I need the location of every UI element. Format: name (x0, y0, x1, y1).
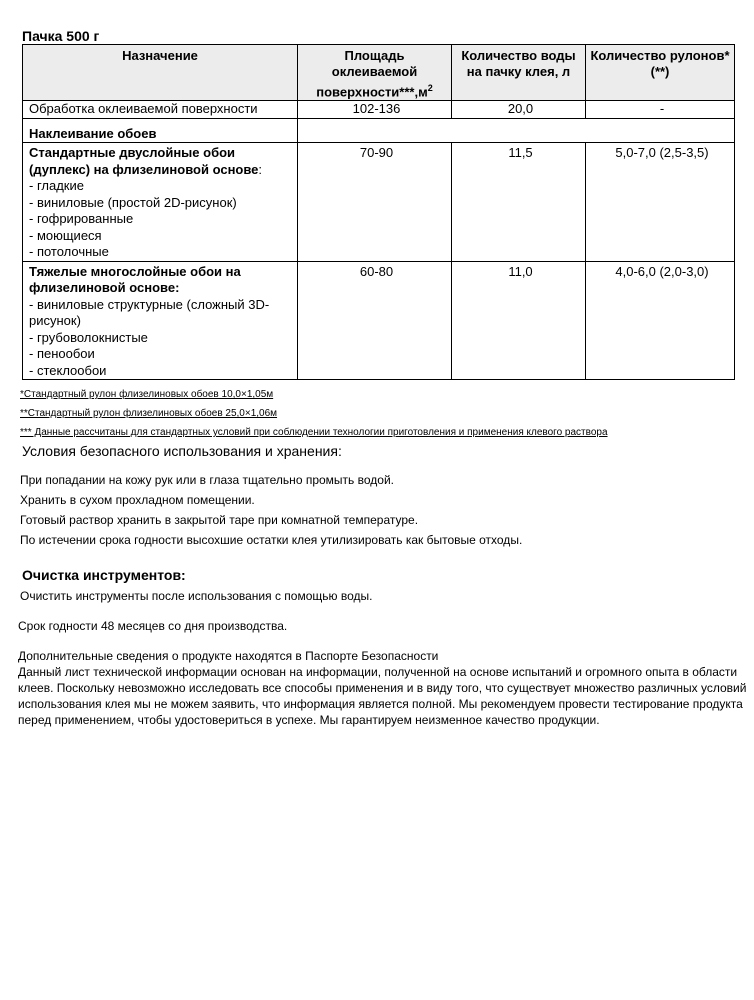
footnote: *Стандартный рулон флизелиновых обоев 10,0×1,05м (20, 389, 274, 400)
footnote: **Стандартный рулон флизелиновых обоев 25,0×1,06м (20, 408, 278, 419)
row-standard-desc (23, 143, 298, 262)
header-area (298, 45, 452, 101)
row-heavy-desc (23, 261, 298, 380)
list-item: - стеклообои (29, 362, 107, 378)
additional-body: Данный лист технической информации основан на информации, полученной на основе испытаний и огромного опыта в области клеев. Поскольку невозможно исследовать все способы применения и в виду того, что существует множество различных условий использования клея мы не можем заявить, что информация является полной. Мы рекомендуем провести тестирование продукта перед применением, чтобы удостовериться в успехе. Мы гарантируем неизменное качество продукции. (18, 665, 747, 727)
list-item: - гофрированные (29, 211, 134, 227)
group-label: Наклеивание обоев (23, 119, 298, 143)
table-row (23, 143, 735, 262)
safety-heading-colon: : (337, 443, 342, 459)
row-standard-colon: : (258, 161, 263, 177)
additional-info (18, 648, 754, 728)
list-item: - пенообои (29, 346, 95, 362)
area-superscript: 2 (427, 83, 433, 93)
footnotes (20, 388, 608, 445)
row-heavy-area: 60-80 (298, 261, 452, 380)
header-purpose: Назначение (23, 45, 298, 101)
list-item: - потолочные (29, 244, 109, 260)
cleaning-heading: Очистка инструментов: (22, 567, 186, 583)
row-standard-title: Стандартные двуслойные обои (дуплекс) на флизелиновой основе (29, 145, 259, 177)
table-header-row (23, 45, 735, 101)
safety-item: По истечении срока годности высохшие остатки клея утилизировать как бытовые отходы. (20, 533, 523, 547)
safety-list (20, 472, 522, 552)
header-area-label: Площадь оклеиваемой поверхности***,м (316, 48, 428, 100)
row-treatment-rolls: - (586, 101, 735, 119)
row-heavy-rolls: 4,0-6,0 (2,0-3,0) (586, 261, 735, 380)
group-label-row (23, 119, 735, 143)
safety-item: При попадании на кожу рук или в глаза тщательно промыть водой. (20, 473, 394, 487)
footnote: *** Данные рассчитаны для стандартных условий при соблюдении технологии приготовления и применения клевого раствора (20, 427, 608, 438)
consumption-table (22, 44, 735, 380)
row-treatment-water: 20,0 (452, 101, 586, 119)
safety-item: Хранить в сухом прохладном помещении. (20, 493, 255, 507)
cleaning-text: Очистить инструменты после использования с помощью воды. (20, 589, 373, 603)
list-item: - виниловые (простой 2D-рисунок) (29, 194, 237, 210)
list-item: - грубоволокнистые (29, 329, 148, 345)
list-item: - моющиеся (29, 227, 102, 243)
table-row (23, 101, 735, 119)
row-standard-rolls: 5,0-7,0 (2,5-3,5) (586, 143, 735, 262)
additional-line: Дополнительные сведения о продукте находятся в Паспорте Безопасности (18, 649, 439, 663)
safety-item: Готовый раствор хранить в закрытой таре при комнатной температуре. (20, 513, 419, 527)
pack-title: Пачка 500 г (22, 28, 100, 44)
row-heavy-title: Тяжелые многослойные обои на флизелиновой основе: (29, 263, 241, 296)
table-row (23, 261, 735, 380)
list-item: - виниловые структурные (сложный 3D-рисунок) (29, 296, 270, 329)
group-label-empty (298, 119, 735, 143)
row-standard-area: 70-90 (298, 143, 452, 262)
shelf-life: Срок годности 48 месяцев со дня производства. (18, 619, 288, 633)
row-standard-water: 11,5 (452, 143, 586, 262)
header-water: Количество воды на пачку клея, л (452, 45, 586, 101)
row-heavy-water: 11,0 (452, 261, 586, 380)
safety-heading (22, 443, 342, 459)
header-rolls: Количество рулонов*(**) (586, 45, 735, 101)
list-item: - гладкие (29, 178, 84, 194)
row-treatment-label: Обработка оклеиваемой поверхности (23, 101, 298, 119)
safety-heading-text: Условия безопасного использования и хранения (22, 443, 338, 459)
row-treatment-area: 102-136 (298, 101, 452, 119)
